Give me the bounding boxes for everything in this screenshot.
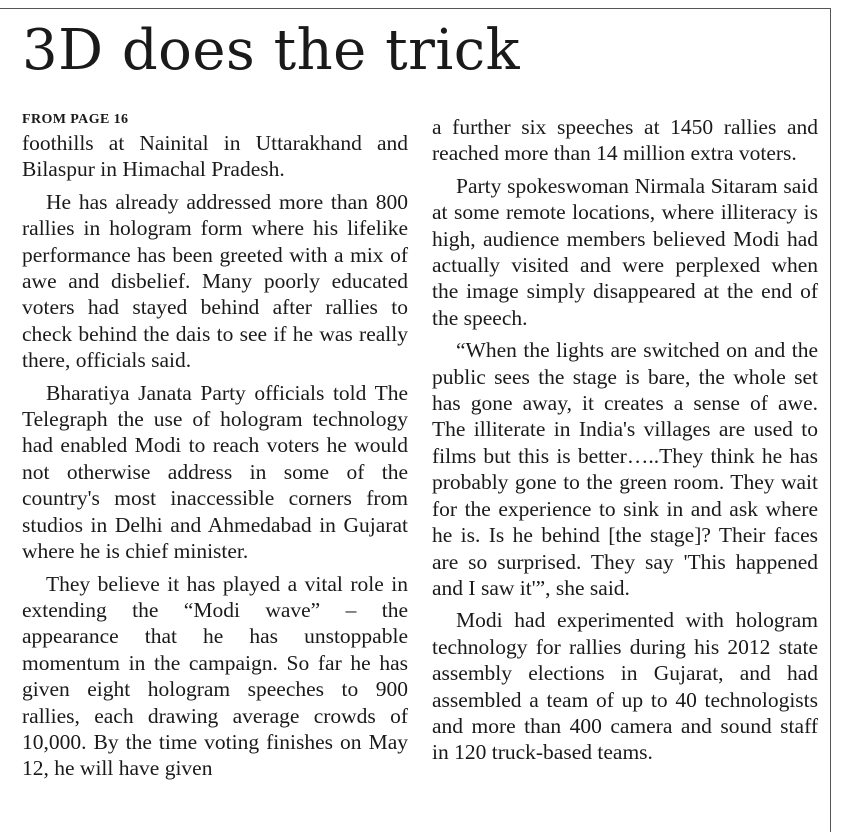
paragraph: “When the lights are switched on and the public sees the stage is bare, the whole set has gone away, it creates a sense of awe. The illiterate in India's villages are used to films but this is better…..They think he has probably gone to the green room. They wait for the experience to sink in and ask where he is. Is he behind [the stage]? Their faces are so surprised. They say 'This happened and I saw it'”, she said. xyxy=(432,338,818,600)
paragraph: He has already addressed more than 800 rallies in hologram form where his lifelike performance has been greeted with a mix of awe and disbelief. Many poorly educated voters had stayed behind after rallies to check behind the dais to see if he was really there, officials said. xyxy=(22,189,408,373)
clipping-border-right xyxy=(830,8,831,832)
article-column-left xyxy=(22,112,408,782)
paragraph: foothills at Nainital in Uttarakhand and Bilaspur in Himachal Pradesh. xyxy=(22,131,408,182)
paragraph: a further six speeches at 1450 rallies and reached more than 14 million extra voters. xyxy=(432,115,818,166)
article-column-right xyxy=(432,114,818,766)
article-headline: 3D does the trick xyxy=(22,18,521,83)
clipping-border-top xyxy=(0,8,831,9)
jump-line: FROM PAGE 16 xyxy=(22,112,129,127)
paragraph: Bharatiya Janata Party officials told The Telegraph the use of hologram technology had enabled Modi to reach voters he would not otherwise address in some of the country's most inaccessible corners from studios in Delhi and Ahmedabad in Gujarat where he is chief minister. xyxy=(22,380,408,564)
paragraph: Modi had experimented with hologram technology for rallies during his 2012 state assembly elections in Gujarat, and had assembled a team of up to 40 technologists and more than 400 camera and sound staff in 120 truck-based teams. xyxy=(432,608,818,765)
paragraph: They believe it has played a vital role in extending the “Modi wave” – the appearance that he has unstoppable momentum in the campaign. So far he has given eight hologram speeches to 900 rallies, each drawing average crowds of 10,000. By the time voting finishes on May 12, he will have given xyxy=(22,571,408,781)
paragraph: Party spokeswoman Nirmala Sitaram said at some remote locations, where illiteracy is high, audience members believed Modi had actually visited and were perplexed when the image simply disappeared at the end of the speech. xyxy=(432,173,818,330)
